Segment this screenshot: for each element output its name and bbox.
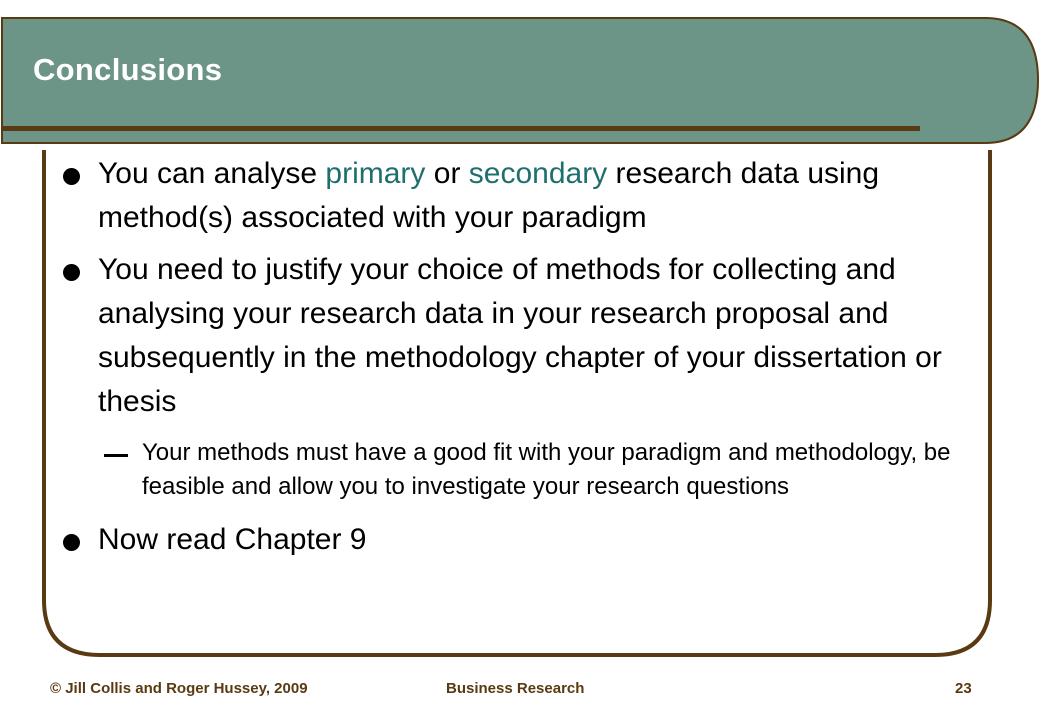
- sub-bullet-1: [60, 436, 980, 504]
- bullet-dot: [63, 264, 80, 281]
- page-number: 23: [955, 680, 972, 697]
- bullet-3-text: Now read Chapter 9: [98, 523, 367, 556]
- bullet-1-text-mid: or: [425, 157, 469, 190]
- footer-book-title: Business Research: [446, 680, 585, 697]
- slide-title: Conclusions: [33, 52, 223, 87]
- bullet-1: [60, 152, 980, 240]
- bullet-3: [60, 518, 980, 562]
- sub-bullet-dash: [104, 454, 128, 457]
- highlight-secondary: secondary: [468, 157, 608, 190]
- bullet-1-text-before: You can analyse: [98, 157, 326, 190]
- bullet-1-text-after: research data using method(s) associated with your paradigm: [98, 157, 880, 234]
- header-underline: [2, 126, 920, 131]
- highlight-primary: primary: [325, 157, 426, 190]
- bullet-dot: [63, 168, 80, 185]
- bullet-dot: [63, 534, 80, 551]
- footer-copyright: © Jill Collis and Roger Hussey, 2009: [50, 680, 308, 697]
- slide-content: [60, 152, 980, 570]
- sub-bullet-1-text: Your methods must have a good fit with your paradigm and methodology, be feasible and allow you to investigate your research questions: [142, 439, 951, 500]
- bullet-2: [60, 248, 980, 424]
- bullet-2-text: You need to justify your choice of methods for collecting and analysing your research data in your research proposal and subsequently in the methodology chapter of your dissertation or thesis: [98, 253, 942, 418]
